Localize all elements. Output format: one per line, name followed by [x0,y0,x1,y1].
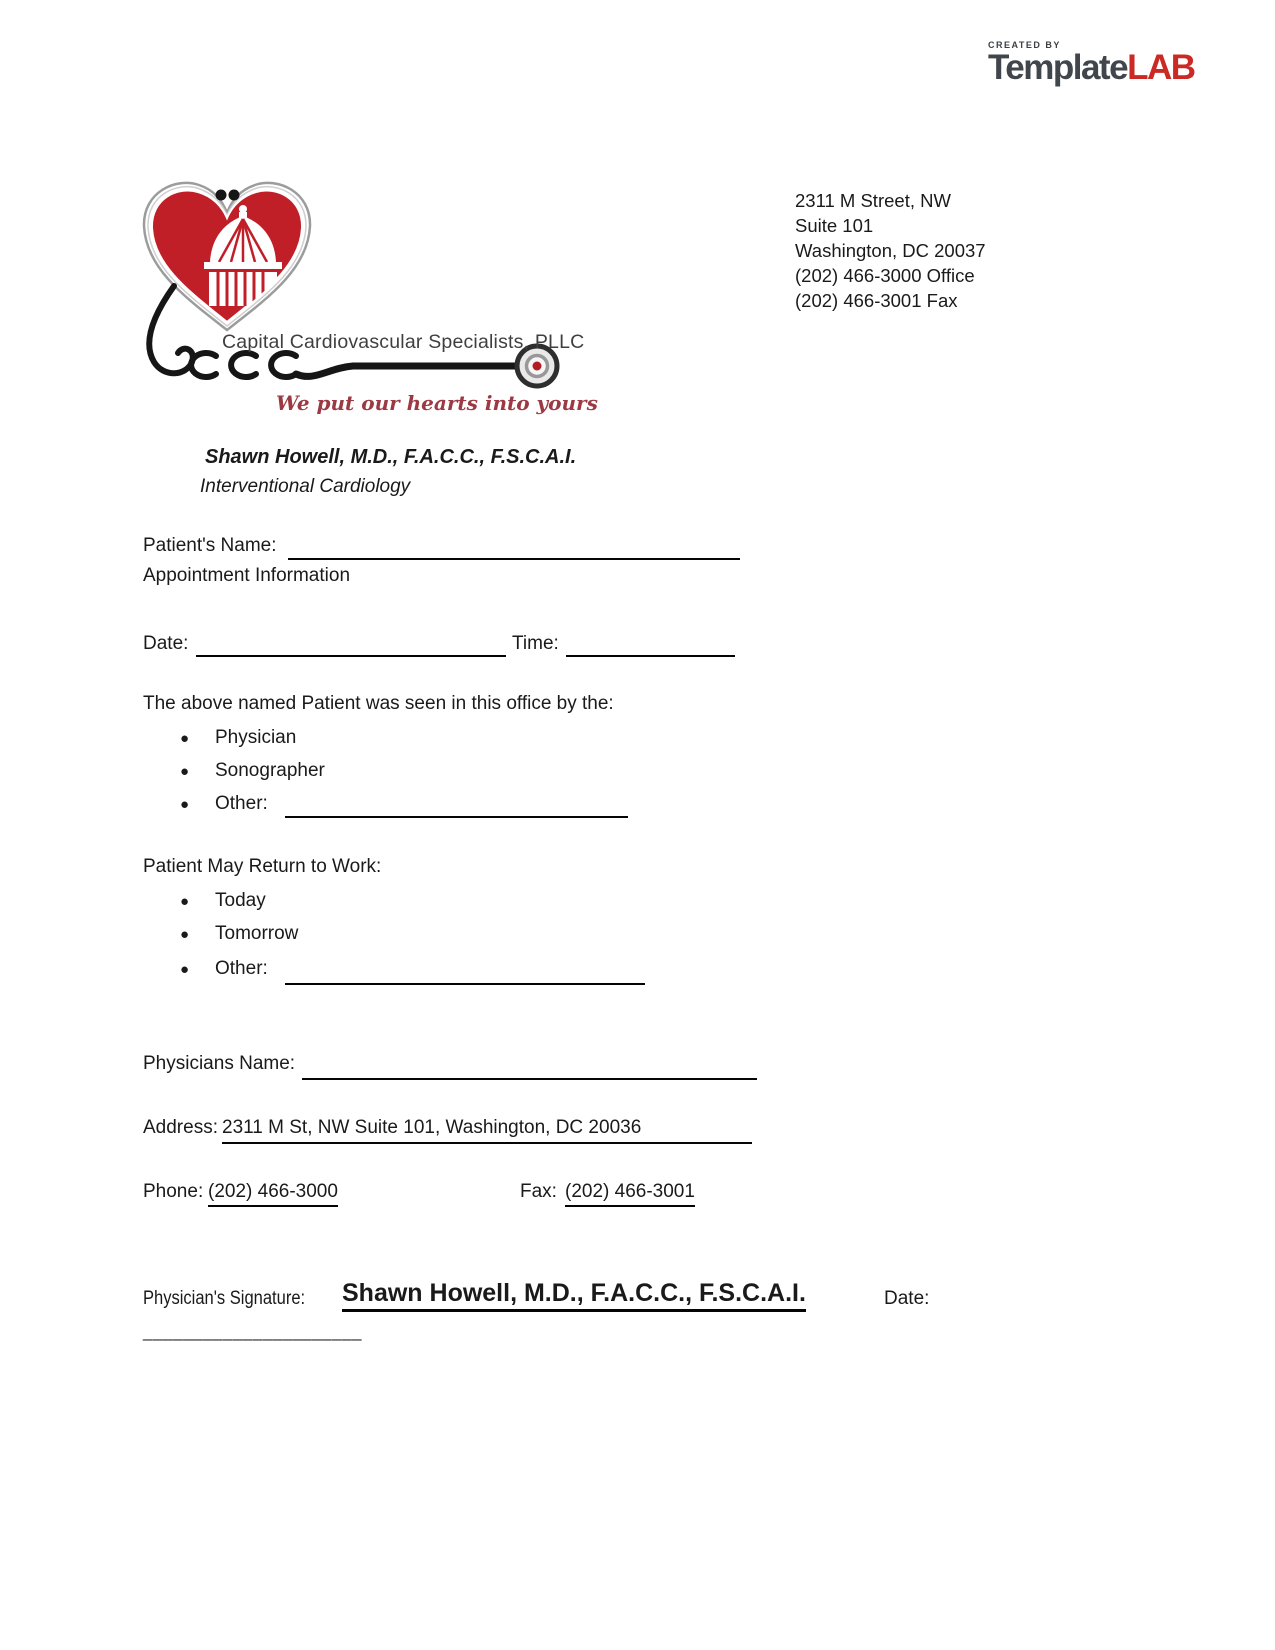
time-label: Time: [512,633,559,654]
signature-date-label: Date: [884,1288,930,1309]
org-name: Capital Cardiovascular Specialists, PLLC [222,331,585,353]
practice-address-block [795,188,986,313]
bullet-icon: ● [180,796,190,813]
seen-by-option-physician: Physician [215,727,297,748]
return-option-tomorrow: Tomorrow [215,923,299,944]
address-field [222,1117,752,1144]
created-by-text: CREATED BY [988,40,1061,50]
stethoscope-earpieces-icon [216,190,240,201]
bullet-icon: ● [180,961,190,978]
time-line[interactable] [566,655,735,657]
address-line-1: 2311 M Street, NW [795,190,951,211]
physicians-name-label: Physicians Name: [143,1053,296,1074]
return-option-other: Other: [215,958,268,979]
office-phone: (202) 466-3000 Office [795,265,975,286]
return-option-today: Today [215,890,266,911]
seen-by-other-line[interactable] [285,816,628,818]
return-other-line[interactable] [285,983,645,985]
brand-lab-text: LAB [1127,48,1195,87]
return-to-work-heading: Patient May Return to Work: [143,856,382,877]
fax-phone: (202) 466-3001 Fax [795,290,958,311]
physician-name-header: Shawn Howell, M.D., F.A.C.C., F.S.C.A.I. [205,446,577,468]
practice-logo [138,172,570,424]
physicians-name-line[interactable] [302,1078,757,1080]
signature-label: Physician's Signature: [143,1288,306,1309]
signature-underscore-line[interactable]: ______________________ [143,1322,363,1341]
physician-specialty: Interventional Cardiology [200,476,411,497]
signature-label-wrap [143,1288,329,1310]
address-value: 2311 M St, NW Suite 101, Washington, DC 20036 [222,1117,642,1138]
date-line[interactable] [196,655,506,657]
signature-value: Shawn Howell, M.D., F.A.C.C., F.S.C.A.I. [342,1279,806,1312]
address-label: Address: [143,1117,218,1138]
seen-by-heading: The above named Patient was seen in this office by the: [143,693,614,714]
date-label: Date: [143,633,189,654]
phone-value: (202) 466-3000 [208,1181,338,1207]
templatelab-logo [988,40,1195,86]
bullet-icon: ● [180,763,190,780]
fax-value: (202) 466-3001 [565,1181,695,1207]
patient-name-line[interactable] [288,558,740,560]
bullet-icon: ● [180,926,190,943]
bullet-icon: ● [180,730,190,747]
logo-tagline: We put our hearts into yours [276,391,598,415]
phone-label: Phone: [143,1181,204,1202]
seen-by-option-other: Other: [215,793,268,814]
seen-by-option-sonographer: Sonographer [215,760,325,781]
address-line-3: Washington, DC 20037 [795,240,986,261]
fax-label: Fax: [520,1181,557,1202]
patient-name-label: Patient's Name: [143,535,277,556]
brand-template-text: Template [988,48,1128,87]
bullet-icon: ● [180,893,190,910]
brand-wordmark [988,50,1195,86]
appointment-info-heading: Appointment Information [143,565,351,586]
address-line-2: Suite 101 [795,215,874,236]
